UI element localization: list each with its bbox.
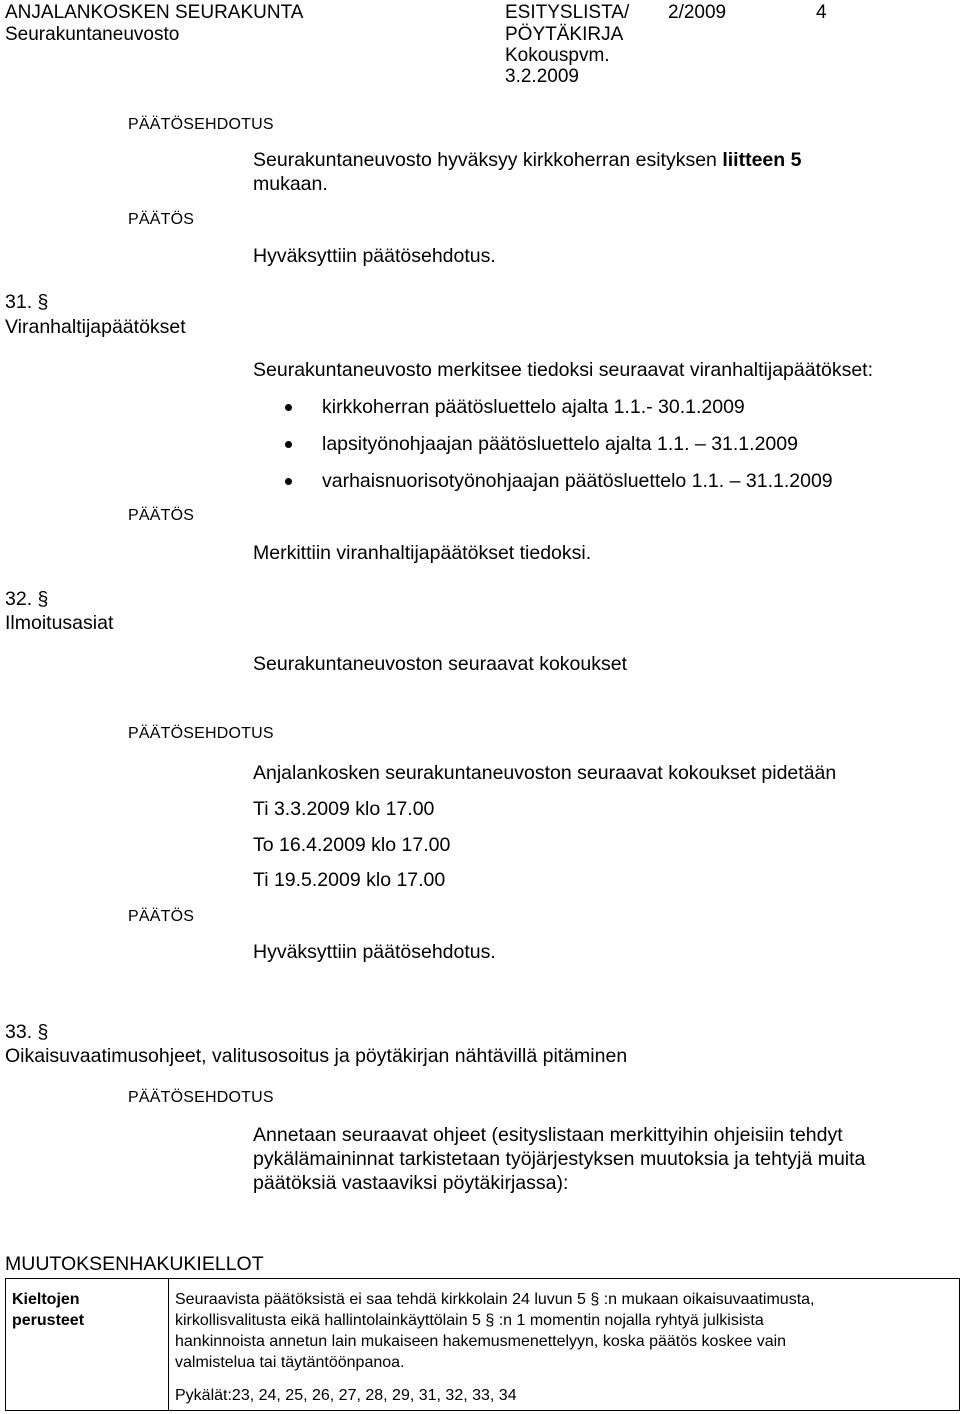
section-symbol: §: [37, 1021, 49, 1043]
header-meeting-date: 3.2.2009: [505, 66, 579, 87]
header-body: Seurakuntaneuvosto: [5, 24, 180, 45]
content-line: valmistelua tai täytäntöönpanoa.: [175, 1354, 405, 1371]
meeting-date-2: To 16.4.2009 klo 17.00: [253, 834, 451, 856]
header-org: ANJALANKOSKEN SEURAKUNTA: [5, 2, 304, 23]
ehdotus-text-part: Seurakuntaneuvosto hyväksyy kirkkoherran esityksen: [253, 149, 723, 171]
ehdotus-label: PÄÄTÖSEHDOTUS: [128, 1089, 274, 1106]
ehdotus-text: Anjalankosken seurakuntaneuvoston seuraavat kokoukset pidetään: [253, 762, 837, 784]
muutoksenhaku-table: [5, 1278, 960, 1411]
meeting-date-1: Ti 3.3.2009 klo 17.00: [253, 798, 435, 820]
ehdotus-text: Annetaan seuraavat ohjeet (esityslistaan merkittyihin ohjeisiin tehdyt pykälämaininnat tarkistetaan työjärjestyksen muutoksia ja tehtyjä muita päätöksiä vastaaviksi pöytäkirjassa):: [253, 1124, 866, 1194]
header-page: 4: [816, 2, 827, 23]
ehdotus-label: PÄÄTÖSEHDOTUS: [128, 725, 274, 742]
ehdotus-text-cont: mukaan.: [253, 173, 328, 195]
section-33-title: Oikaisuvaatimusohjeet, valitusosoitus ja pöytäkirjan nähtävillä pitäminen: [5, 1045, 628, 1067]
ehdotus-text: [253, 148, 801, 172]
section-number: 31.: [5, 291, 33, 313]
section-32-heading: Seurakuntaneuvoston seuraavat kokoukset: [253, 653, 627, 675]
section-32-title: Ilmoitusasiat: [5, 612, 114, 634]
meeting-date-3: Ti 19.5.2009 klo 17.00: [253, 869, 446, 891]
content-line: kirkollisvalitusta eikä hallintolainkäyttölain 5 § :n 1 momentin nojalla ryhtyä julkisista: [175, 1312, 764, 1329]
row-header-line: perusteet: [12, 1312, 85, 1329]
section-31-number: [5, 290, 48, 315]
paatos-label: PÄÄTÖS: [128, 211, 195, 228]
paatos-text: Hyväksyttiin päätösehdotus.: [253, 941, 496, 963]
row-header-line: Kieltojen: [12, 1291, 80, 1308]
header-number: 2/2009: [668, 2, 727, 23]
section-number: 32.: [5, 588, 33, 610]
paatos-text: Hyväksyttiin päätösehdotus.: [253, 245, 496, 267]
section-symbol: §: [37, 291, 49, 313]
section-32-number: [5, 587, 48, 612]
header-meeting-label: Kokouspvm.: [505, 45, 610, 66]
ehdotus-label: PÄÄTÖSEHDOTUS: [128, 116, 274, 133]
row-content: [169, 1279, 960, 1411]
section-33-number: [5, 1020, 48, 1045]
attachment-reference: liitteen 5: [722, 149, 802, 171]
paatos-label: PÄÄTÖS: [128, 507, 195, 524]
bullet-item-2: lapsityönohjaajan päätösluettelo ajalta 1.1. – 31.1.2009: [322, 433, 798, 455]
section-symbol: §: [37, 588, 49, 610]
header-doc-type-2: PÖYTÄKIRJA: [505, 24, 624, 45]
content-line: Seuraavista päätöksistä ei saa tehdä kirkkolain 24 luvun 5 § :n mukaan oikaisuvaatimusta,: [175, 1291, 815, 1308]
bullet-item-1: kirkkoherran päätösluettelo ajalta 1.1.- 30.1.2009: [322, 396, 745, 418]
section-31-title: Viranhaltijapäätökset: [5, 316, 186, 338]
row-header: [6, 1279, 169, 1411]
bullet-item-3: varhaisnuorisotyönohjaajan päätösluettelo 1.1. – 31.1.2009: [322, 470, 833, 492]
section-31-intro: Seurakuntaneuvosto merkitsee tiedoksi seuraavat viranhaltijapäätökset:: [253, 359, 874, 381]
paatos-label: PÄÄTÖS: [128, 908, 195, 925]
header-doc-type-1: ESITYSLISTA/: [505, 2, 630, 23]
paatos-text: Merkittiin viranhaltijapäätökset tiedoksi.: [253, 542, 592, 564]
content-line: hankinnoista annetun lain mukaiseen hakemusmenettelyyn, koska päätös koskee vain: [175, 1333, 787, 1350]
section-number: 33.: [5, 1021, 33, 1043]
muutoksenhaku-heading: MUUTOKSENHAKUKIELLOT: [5, 1253, 264, 1275]
pykalat-list: Pykälät:23, 24, 25, 26, 27, 28, 29, 31, 32, 33, 34: [175, 1387, 517, 1404]
table-row: [6, 1279, 960, 1411]
